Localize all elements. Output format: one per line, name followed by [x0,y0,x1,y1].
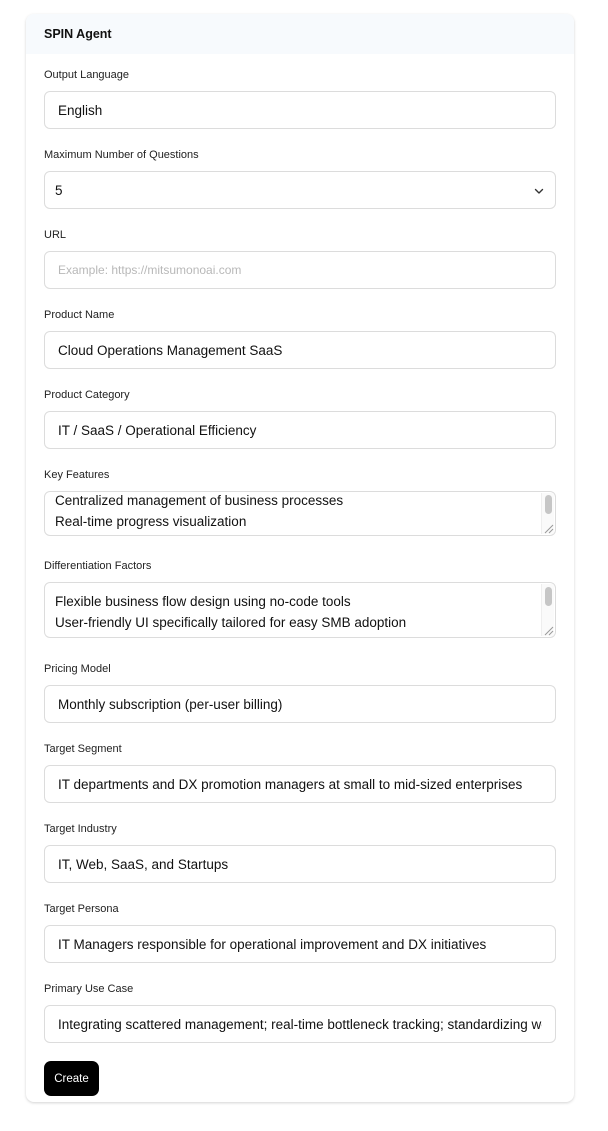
create-button[interactable]: Create [44,1061,99,1096]
resize-grip-icon[interactable] [541,624,554,636]
chevron-down-icon [533,185,545,197]
output-language-input[interactable] [44,91,556,129]
pricing-model-label: Pricing Model [44,663,111,675]
pricing-model-input[interactable] [44,685,556,723]
url-input[interactable] [44,251,556,289]
product-category-input[interactable] [44,411,556,449]
product-name-input[interactable] [44,331,556,369]
differentiation-factors-line: User-friendly UI specifically tailored for easy SMB adoption [55,615,407,630]
differentiation-factors-line: Flexible business flow design using no-code tools [55,594,351,609]
product-name-label: Product Name [44,309,115,321]
url-label: URL [44,229,67,241]
target-segment-input[interactable] [44,765,556,803]
target-industry-input[interactable] [44,845,556,883]
resize-grip-icon[interactable] [541,522,554,534]
max-questions-selected-value: 5 [55,182,63,198]
max-questions-label: Maximum Number of Questions [44,149,199,161]
target-segment-label: Target Segment [44,743,122,755]
scrollbar-thumb[interactable] [545,495,552,514]
form-title: SPIN Agent [26,14,574,54]
target-industry-label: Target Industry [44,823,117,835]
target-persona-input[interactable] [44,925,556,963]
primary-use-case-input[interactable] [44,1005,556,1043]
primary-use-case-label: Primary Use Case [44,983,134,995]
product-category-label: Product Category [44,389,130,401]
differentiation-factors-textarea[interactable] [44,582,556,638]
key-features-label: Key Features [44,469,110,481]
spin-agent-form-card [26,14,574,1102]
target-persona-label: Target Persona [44,903,119,915]
differentiation-factors-label: Differentiation Factors [44,560,152,572]
key-features-textarea[interactable] [44,491,556,536]
key-features-line: Real-time progress visualization [55,514,247,529]
output-language-label: Output Language [44,69,130,81]
key-features-line: Centralized management of business processes [55,493,344,508]
max-questions-select[interactable] [44,171,556,209]
scrollbar-thumb[interactable] [545,587,552,606]
